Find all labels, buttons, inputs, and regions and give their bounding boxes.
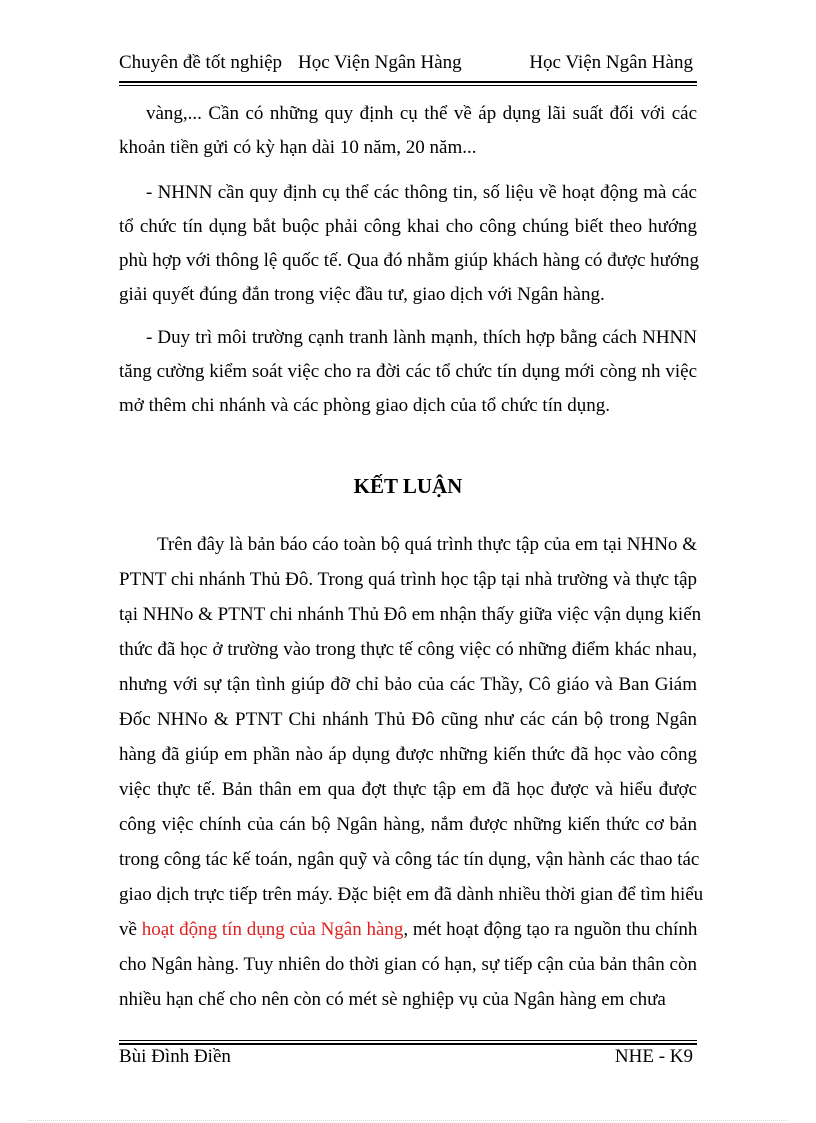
paragraph-line: cho Ngân hàng. Tuy nhiên do thời gian có hạn, sự tiếp cận của bản thân còn — [119, 954, 697, 975]
paragraph-line — [119, 919, 697, 941]
paragraph-line: nhưng với sự tận tình giúp đỡ chỉ bảo của các Thầy, Cô giáo và Ban Giám — [119, 674, 697, 695]
page-bottom-divider — [28, 1120, 788, 1121]
paragraph-line: Trên đây là bản báo cáo toàn bộ quá trình thực tập của em tại NHNo & — [157, 534, 697, 555]
paragraph-line: giải quyết đúng đắn trong việc đầu tư, giao dịch với Ngân hàng. — [119, 284, 605, 305]
header-rule-thick — [119, 81, 697, 83]
line-prefix: về — [119, 919, 142, 940]
header-right-text: Học Viện Ngân Hàng — [529, 52, 693, 73]
footer-rule-thick — [119, 1043, 697, 1045]
footer-class-code: NHE - K9 — [614, 1046, 693, 1067]
paragraph-line: công việc chính của cán bộ Ngân hàng, nắm được những kiến thức cơ bản — [119, 814, 697, 835]
paragraph-line: tại NHNo & PTNT chi nhánh Thủ Đô em nhận thấy giữa việc vận dụng kiến — [119, 604, 702, 625]
paragraph-line: nhiều hạn chế cho nên còn có mét sè nghiệp vụ của Ngân hàng em chưa — [119, 989, 666, 1010]
paragraph-line: PTNT chi nhánh Thủ Đô. Trong quá trình học tập tại nhà trường và thực tập — [119, 569, 697, 590]
page-footer — [119, 1046, 693, 1074]
section-title: KẾT LUẬN — [353, 474, 463, 498]
footer-rule-thin — [119, 1040, 697, 1041]
header-rule-thin — [119, 85, 697, 86]
paragraph-line: hàng đã giúp em phần nào áp dụng được những kiến thức đã học vào công — [119, 744, 697, 765]
paragraph-line: mở thêm chi nhánh và các phòng giao dịch của tổ chức tín dụng. — [119, 395, 610, 416]
paragraph-line: việc thực tế. Bản thân em qua đợt thực tập em đã học được và hiểu được — [119, 779, 697, 800]
paragraph-line: vàng,... Cần có những quy định cụ thể về áp dụng lãi suất đối với các — [146, 103, 697, 124]
paragraph-line: tăng cường kiểm soát việc cho ra đời các tổ chức tín dụng mới còng nh việc — [119, 361, 697, 382]
paragraph-line: phù hợp với thông lệ quốc tế. Qua đó nhằm giúp khách hàng có được hướng — [119, 250, 700, 271]
paragraph-line: giao dịch trực tiếp trên máy. Đặc biệt em đã dành nhiều thời gian để tìm hiểu — [119, 884, 704, 905]
paragraph-line: thức đã học ở trường vào trong thực tế công việc có những điểm khác nhau, — [119, 639, 697, 660]
page-header — [119, 52, 693, 80]
paragraph-line: khoản tiền gửi có kỳ hạn dài 10 năm, 20 năm... — [119, 137, 477, 158]
highlighted-phrase: hoạt động tín dụng của Ngân hàng — [141, 919, 404, 940]
paragraph-line: trong công tác kế toán, ngân quỹ và công tác tín dụng, vận hành các thao tác — [119, 849, 700, 870]
header-left-text: Chuyên đề tốt nghiệp — [119, 52, 283, 73]
paragraph-line: tổ chức tín dụng bắt buộc phải công khai cho công chúng biết theo hướng — [119, 216, 697, 237]
paragraph-line: - Duy trì môi trường cạnh tranh lành mạnh, thích hợp bằng cách NHNN — [146, 327, 697, 348]
paragraph-line: - NHNN cần quy định cụ thể các thông tin, số liệu về hoạt động mà các — [146, 182, 697, 203]
header-middle-text: Học Viện Ngân Hàng — [298, 52, 462, 73]
line-suffix: , mét hoạt động tạo ra nguồn thu chính — [403, 919, 698, 940]
paragraph-line: Đốc NHNo & PTNT Chi nhánh Thủ Đô cũng như các cán bộ trong Ngân — [119, 709, 697, 730]
footer-author: Bùi Đình Điền — [119, 1046, 231, 1067]
